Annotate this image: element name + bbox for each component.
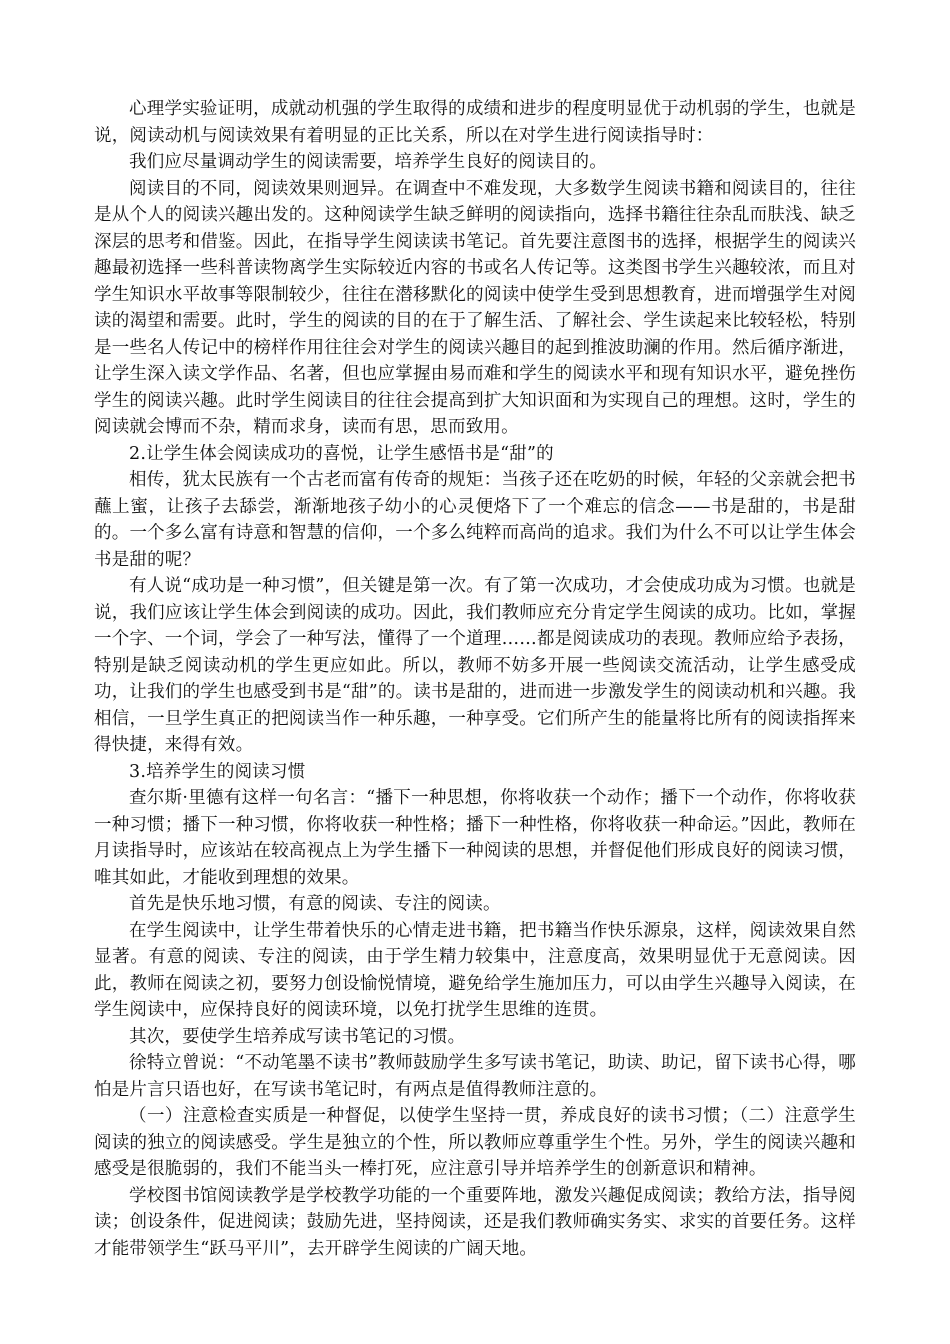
- paragraph-happy-reading: 在学生阅读中，让学生带着快乐的心情走进书籍，把书籍当作快乐源泉，这样，阅读效果自然显著。有意的阅读、专注的阅读，由于学生精力较集中，注意度高，效果明显优于无意阅读。因此，教师在阅读之初，要努力创设愉悦情境，避免给学生施加压力，可以由学生兴趣导入阅读，在学生阅读中，应保持良好的阅读环境，以免打扰学生思维的连贯。: [94, 920, 856, 1020]
- paragraph-success-habit: 有人说“成功是一种习惯”，但关键是第一次。有了第一次成功，才会使成功成为习惯。也就是说，我们应该让学生体会到阅读的成功。因此，我们教师应充分肯定学生阅读的成功。比如，掌握一个字、一个词，学会了一种写法，懂得了一个道理……都是阅读成功的表现。教师应给予表扬，特别是缺乏阅读动机的学生更应如此。所以，教师不妨多开展一些阅读交流活动，让学生感受成功，让我们的学生也感受到书是“甜”的。读书是甜的，进而进一步激发学生的阅读动机和兴趣。我相信，一旦学生真正的把阅读当作一种乐趣，一种享受。它们所产生的能量将比所有的阅读指挥来得快捷，来得有效。: [94, 576, 856, 755]
- paragraph-charles-reade-quote: 查尔斯·里德有这样一句名言：“播下一种思想，你将收获一个动作；播下一个动作，你将收获一种习惯；播下一种习惯，你将收获一种性格；播下一种性格，你将收获一种命运。”因此，教师在月读指导时，应该站在较高视点上为学生播下一种阅读的思想，并督促他们形成良好的阅读习惯，唯其如此，才能收到理想的效果。: [94, 788, 856, 888]
- paragraph-reading-purpose-body: 阅读目的不同，阅读效果则迥异。在调查中不难发现，大多数学生阅读书籍和阅读目的，往往是从个人的阅读兴趣出发的。这种阅读学生缺乏鲜明的阅读指向，选择书籍往往杂乱而肤浅、缺乏深层的思考和借鉴。因此，在指导学生阅读读书笔记。首先要注意图书的选择，根据学生的阅读兴趣最初选择一些科普读物离学生实际较近内容的书或名人传记等。这类图书学生兴趣较浓，而且对学生知识水平故事等限制较少，往往在潜移默化的阅读中使学生受到思想教育，进而增强学生对阅读的渴望和需要。此时，学生的阅读的目的在于了解生活、了解社会、学生读起来比较轻松，特别是一些名人传记中的榜样作用往往会对学生的阅读兴趣目的起到推波助澜的作用。然后循序渐进，让学生深入读文学作品、名著，但也应掌握由易而难和学生的阅读水平和现有知识水平，避免挫伤学生的阅读兴趣。此时学生阅读目的往往会提高到扩大知识面和为实现自己的理想。这时，学生的阅读就会博而不杂，精而求身，读而有思，思而致用。: [94, 178, 856, 437]
- paragraph-jewish-tradition: 相传，犹太民族有一个古老而富有传奇的规矩：当孩子还在吃奶的时候，年轻的父亲就会把书蘸上蜜，让孩子去舔尝，渐渐地孩子幼小的心灵便烙下了一个难忘的信念——书是甜的，书是甜的。一个多么富有诗意和智慧的信仰，一个多么纯粹而高尚的追求。我们为什么不可以让学生体会书是甜的呢？: [94, 470, 856, 570]
- document-body: [94, 96, 856, 1262]
- paragraph-xu-teli-quote: 徐特立曾说：“不动笔墨不读书”教师鼓励学生多写读书笔记，助读、助记，留下读书心得，哪怕是片言只语也好，在写读书笔记时，有两点是值得教师注意的。: [94, 1053, 856, 1100]
- paragraph-first-habit: 首先是快乐地习惯，有意的阅读、专注的阅读。: [129, 894, 501, 914]
- section-heading-2: 2.让学生体会阅读成功的喜悦，让学生感悟书是“甜”的: [129, 443, 554, 464]
- paragraph-reading-purpose-lead: 我们应尽量调动学生的阅读需要，培养学生良好的阅读目的。: [129, 152, 607, 172]
- paragraph-conclusion: 学校图书馆阅读教学是学校教学功能的一个重要阵地，激发兴趣促成阅读；教给方法，指导阅读；创设条件，促进阅读；鼓励先进，坚持阅读，还是我们教师确实务实、求实的首要任务。这样才能带领学生“跃马平川”，去开辟学生阅读的广阔天地。: [94, 1185, 856, 1259]
- paragraph-second-habit: 其次，要使学生培养成写读书笔记的习惯。: [129, 1026, 466, 1047]
- paragraph-motivation-intro: 心理学实验证明，成就动机强的学生取得的成绩和进步的程度明显优于动机弱的学生，也就是说，阅读动机与阅读效果有着明显的正比关系，所以在对学生进行阅读指导时：: [94, 99, 856, 146]
- paragraph-two-points: （一）注意检查实质是一种督促，以使学生坚持一贯，养成良好的读书习惯；（二）注意学生阅读的独立的阅读感受。学生是独立的个性，所以教师应尊重学生个性。另外，学生的阅读兴趣和感受是很脆弱的，我们不能当头一棒打死，应注意引导并培养学生的创新意识和精神。: [94, 1106, 856, 1179]
- section-heading-3: 3.培养学生的阅读习惯: [129, 761, 306, 782]
